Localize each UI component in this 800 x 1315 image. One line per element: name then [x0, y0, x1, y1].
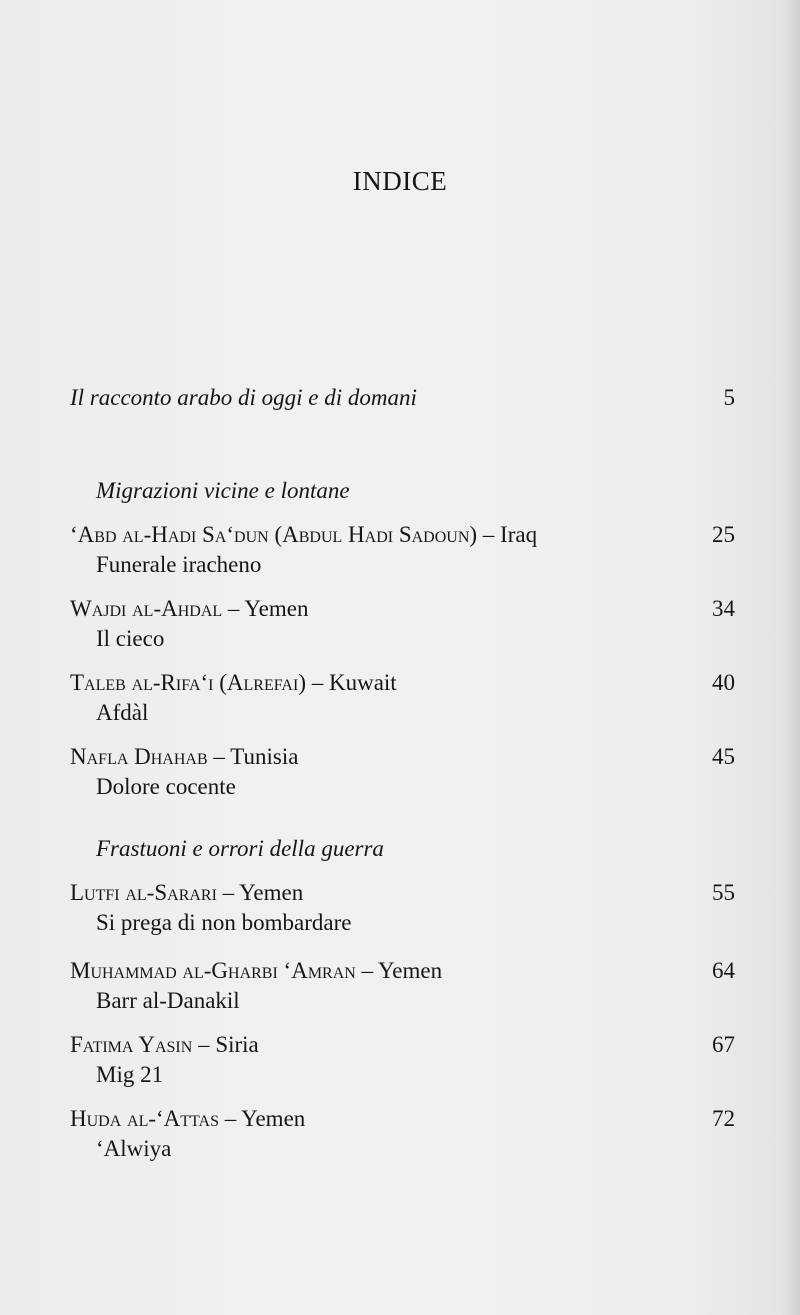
entry-work-title: Il cieco: [96, 626, 165, 651]
entry-work-title: Mig 21: [96, 1062, 164, 1087]
entry-country: Yemen: [239, 880, 304, 905]
entry-author-line: Nafla Dhahab – Tunisia: [70, 744, 299, 769]
entry-author-line: Huda al-‘Attas – Yemen: [70, 1106, 306, 1131]
entry-page-number: 34: [712, 596, 735, 621]
toc-entry: [70, 594, 735, 654]
entry-author: Wajdi al-Ahdal: [70, 596, 223, 621]
toc-entry: [70, 1104, 735, 1164]
intro-page-number: 5: [723, 385, 735, 410]
entry-author: Muhammad al-Gharbi ‘Amran: [70, 958, 356, 983]
entry-page-number: 45: [712, 744, 735, 769]
toc-entry: [70, 668, 735, 728]
entry-country: Yemen: [378, 958, 443, 983]
entry-author-line: Muhammad al-Gharbi ‘Amran – Yemen: [70, 958, 443, 983]
entry-work-title: ‘Alwiya: [96, 1136, 172, 1161]
entry-country: Kuwait: [328, 670, 397, 695]
entry-author-line: Wajdi al-Ahdal – Yemen: [70, 596, 309, 621]
entry-work-title: Dolore cocente: [96, 774, 236, 799]
entry-author-line: Fatima Yasin – Siria: [70, 1032, 259, 1057]
toc-entry: [70, 878, 735, 938]
section-heading-migrazioni: Migrazioni vicine e lontane: [96, 478, 350, 503]
entry-author-line: Lutfi al-Sarari – Yemen: [70, 880, 304, 905]
page-edge-shadow: [782, 0, 800, 1315]
toc-entry: [70, 1030, 735, 1090]
intro-entry: [70, 385, 735, 411]
page-title: INDICE: [352, 166, 448, 196]
entry-page-number: 40: [712, 670, 735, 695]
entry-work-title: Barr al-Danakil: [96, 988, 240, 1013]
entry-author: Nafla Dhahab: [70, 744, 208, 769]
entry-page-number: 64: [712, 958, 735, 983]
entry-author: Lutfi al-Sarari: [70, 880, 217, 905]
intro-title: Il racconto arabo di oggi e di domani: [70, 385, 417, 410]
entry-work-title: Funerale iracheno: [96, 552, 262, 577]
entry-country: Tunisia: [230, 744, 299, 769]
entry-page-number: 67: [712, 1032, 735, 1057]
entry-author-line: ‘Abd al-Hadi Sa‘dun (Abdul Hadi Sadoun) – Iraq: [70, 522, 538, 547]
entry-country: Iraq: [500, 522, 538, 547]
toc-entry: [70, 520, 735, 580]
entry-author-line: Taleb al-Rifa‘i (Alrefai) – Kuwait: [70, 670, 397, 695]
section-heading-frastuoni: Frastuoni e orrori della guerra: [96, 836, 384, 861]
entry-author: Fatima Yasin: [70, 1032, 193, 1057]
entry-author: Taleb al-Rifa‘i (Alrefai): [70, 670, 306, 695]
entry-country: Siria: [215, 1032, 259, 1057]
entry-page-number: 55: [712, 880, 735, 905]
entry-country: Yemen: [244, 596, 309, 621]
entry-work-title: Afdàl: [96, 700, 149, 725]
toc-entry: [70, 742, 735, 802]
entry-author: Huda al-‘Attas: [70, 1106, 219, 1131]
entry-author: ‘Abd al-Hadi Sa‘dun (Abdul Hadi Sadoun): [70, 522, 478, 547]
entry-page-number: 72: [712, 1106, 735, 1131]
entry-work-title: Si prega di non bombardare: [96, 910, 352, 935]
entry-country: Yemen: [241, 1106, 306, 1131]
entry-page-number: 25: [712, 522, 735, 547]
toc-entry: [70, 956, 735, 1016]
